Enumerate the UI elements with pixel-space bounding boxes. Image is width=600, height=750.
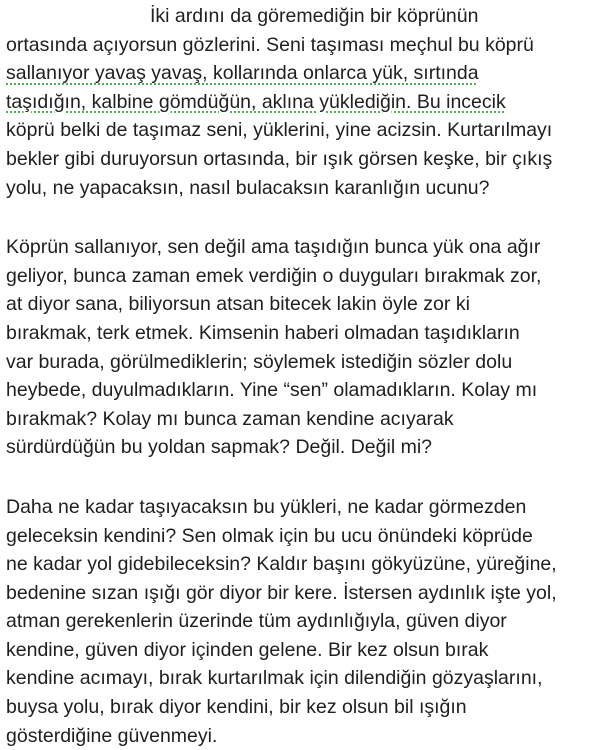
paragraph-line: Köprün sallanıyor, sen değil ama taşıdığın bunca yük ona ağır — [6, 236, 541, 259]
paragraph-line: bedenine sızan ışığı gör diyor bir kere. İstersen aydınlık işte yol, — [6, 581, 557, 604]
paragraph-line: kendine, güven diyor içinden gelene. Bir kez olsun bırak — [6, 638, 489, 661]
paragraph-line: bırakmak, terk etmek. Kimsenin haberi olmadan taşıdıkların — [6, 321, 520, 344]
paragraph-line: geleceksin kendini? Sen olmak için bu ucu önündeki köprüde — [6, 524, 533, 547]
paragraph-line: Daha ne kadar taşıyacaksın bu yükleri, ne kadar görmezden — [6, 495, 527, 518]
paragraph-line: at diyor sana, biliyorsun atsan bitecek lakin öyle zor ki — [6, 293, 470, 316]
paragraph-line: atman gerekenlerin üzerinde tüm aydınlığıyla, güven diyor — [6, 610, 507, 633]
paragraph-2 — [6, 233, 594, 462]
paragraph-line: ortasında açıyorsun gözlerini. Seni taşıması meçhul bu köprü — [6, 33, 534, 56]
paragraph-line: var burada, görülmediklerin; söylemek istediğin sözler dolu — [6, 350, 513, 373]
paragraph-line: ne kadar yol gidebileceksin? Kaldır başını gökyüzüne, yüreğine, — [6, 553, 557, 576]
paragraph-line: bırakmak? Kolay mı bunca zaman kendine acıyarak — [6, 407, 454, 430]
paragraph-line: kendine acımayı, bırak kurtarılmak için dilendiğin gözyaşlarını, — [6, 667, 543, 690]
paragraph-line: sürdürdüğün bu yoldan sapmak? Değil. Değil mi? — [6, 436, 432, 459]
paragraph-line: heybede, duyulmadıkların. Yine “sen” olamadıkların. Kolay mı — [6, 379, 538, 402]
paragraph-line: yolu, ne yapacaksın, nasıl bulacaksın karanlığın ucunu? — [6, 176, 490, 199]
spellcheck-underlined-line: sallanıyor yavaş yavaş, kollarında onlarca yük, sırtında — [6, 62, 479, 85]
paragraph-3 — [6, 493, 594, 750]
paragraph-line: gösterdiğine güvenmeyi. — [6, 724, 218, 747]
paragraph-gap — [6, 462, 594, 493]
paragraph-gap — [6, 202, 594, 233]
paragraph-line: geliyor, bunca zaman emek verdiğin o duyguları bırakmak zor, — [6, 264, 542, 287]
spellcheck-underlined-line: taşıdığın, kalbine gömdüğün, aklına yüklediğin. Bu incecik — [6, 90, 506, 113]
paragraph-1 — [6, 2, 594, 202]
paragraph-line: köprü belki de taşımaz seni, yüklerini, yine acizsin. Kurtarılmayı — [6, 119, 553, 142]
paragraph-line: buysa yolu, bırak diyor kendini, bir kez olsun bil ışığın — [6, 696, 467, 719]
paragraph-line: bekler gibi duruyorsun ortasında, bir ışık görsen keşke, bir çıkış — [6, 147, 553, 170]
paragraph-line: İki ardını da göremediğin bir köprünün — [150, 5, 479, 27]
